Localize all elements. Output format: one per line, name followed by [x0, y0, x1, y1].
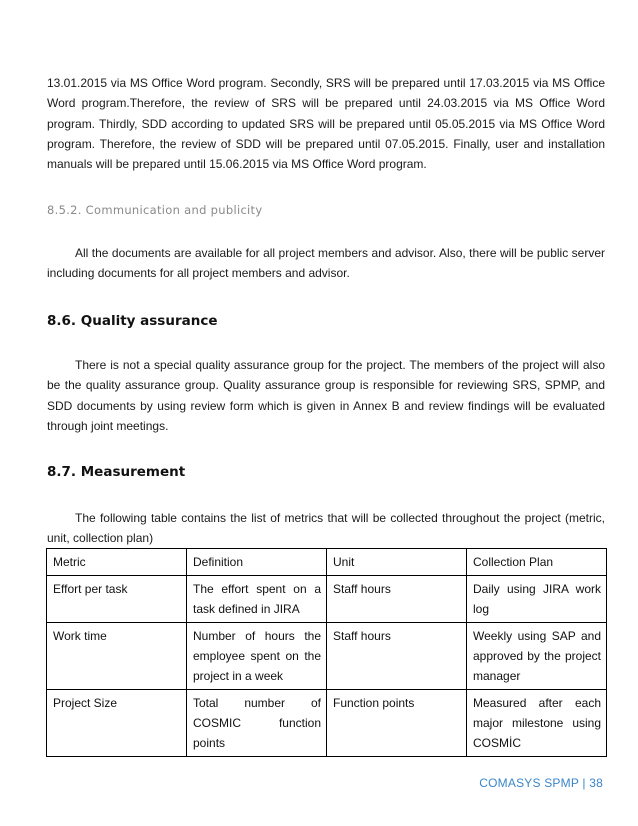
metrics-table: [46, 548, 607, 757]
footer-document-label: COMASYS SPMP: [479, 776, 579, 790]
cell-unit: Function points: [327, 690, 467, 757]
table-row: [47, 576, 607, 623]
table-row: [47, 690, 607, 757]
cell-metric: Effort per task: [47, 576, 187, 623]
intro-paragraph: 13.01.2015 via MS Office Word program. Secondly, SRS will be prepared until 17.03.2015 via MS Office Word program.Therefore, the review of SRS will be prepared until 24.03.2015 via MS Office Word program. Thirdly, SDD according to updated SRS will be prepared until 05.05.2015 via MS Office Word program. Therefore, the review of SDD will be prepared until 07.05.2015. Finally, user and installation manuals will be prepared until 15.06.2015 via MS Office Word program.: [47, 76, 605, 172]
section-heading-quality: 8.6. Quality assurance: [47, 313, 218, 329]
cell-unit: Staff hours: [327, 576, 467, 623]
cell-unit: Staff hours: [327, 623, 467, 690]
header-unit: Unit: [327, 549, 467, 576]
cell-definition: Number of hours the employee spent on the project in a week: [187, 623, 327, 690]
footer-separator: |: [582, 776, 586, 790]
cell-metric: Project Size: [47, 690, 187, 757]
header-collection-plan: Collection Plan: [467, 549, 607, 576]
header-definition: Definition: [187, 549, 327, 576]
cell-definition: Total number of COSMIC function points: [187, 690, 327, 757]
communication-paragraph: All the documents are available for all project members and advisor. Also, there will be public server including documents for all project members and advisor.: [47, 246, 605, 281]
page-footer: [479, 776, 603, 790]
page-number: 38: [589, 776, 603, 790]
cell-collection-plan: Weekly using SAP and approved by the project manager: [467, 623, 607, 690]
table-header-row: [47, 549, 607, 576]
table-row: [47, 623, 607, 690]
cell-definition: The effort spent on a task defined in JIRA: [187, 576, 327, 623]
header-metric: Metric: [47, 549, 187, 576]
cell-metric: Work time: [47, 623, 187, 690]
quality-paragraph: There is not a special quality assurance group for the project. The members of the project will also be the quality assurance group. Quality assurance group is responsible for reviewing SRS, SPMP, and SDD documents by using review form which is given in Annex B and review findings will be evaluated through joint meetings.: [47, 358, 605, 433]
cell-collection-plan: Daily using JIRA work log: [467, 576, 607, 623]
section-heading-communication: 8.5.2. Communication and publicity: [47, 203, 263, 217]
cell-collection-plan: Measured after each major milestone using COSMİC: [467, 690, 607, 757]
section-heading-measurement: 8.7. Measurement: [47, 464, 186, 480]
measurement-paragraph: The following table contains the list of metrics that will be collected throughout the project (metric, unit, collection plan): [47, 511, 605, 546]
